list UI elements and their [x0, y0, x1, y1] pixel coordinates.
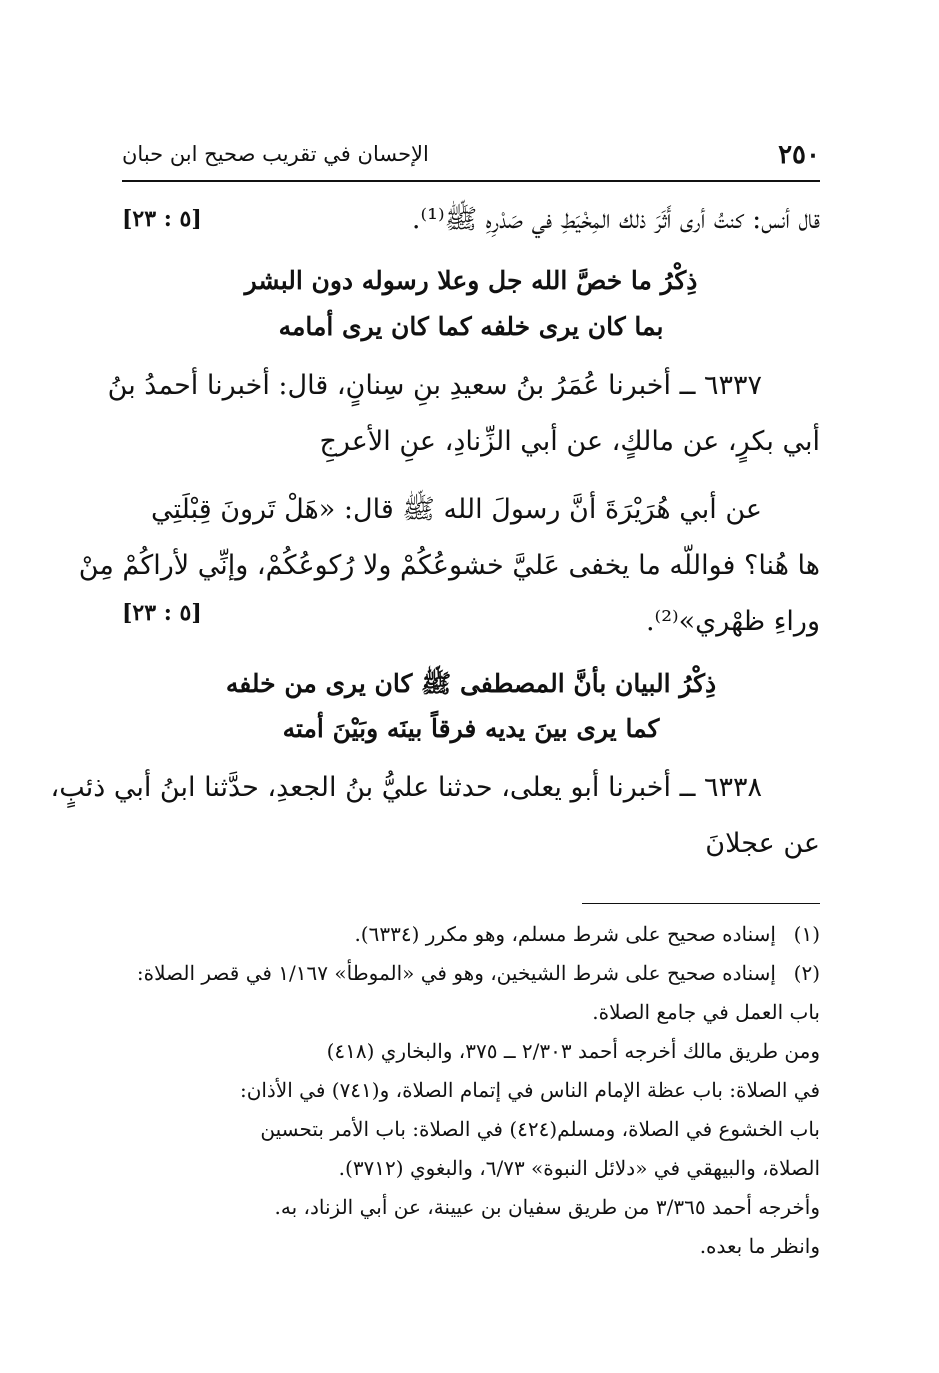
footnote-2-line7: وأخرجه أحمد ٣/٣٦٥ من طريق سفيان بن عيينة، عن أبي الزناد، به. — [274, 1195, 820, 1219]
footnote-2-line1 — [122, 961, 820, 985]
hadith-6338-line2: عن عجلانَ — [705, 828, 820, 859]
hadith-6338 — [50, 760, 820, 872]
footnote-2-line2: باب العمل في جامع الصلاة. — [592, 1000, 820, 1024]
section2-heading-line1: ذِكْرُ البيان بأنَّ المصطفى ﷺ كان يرى من خلفه — [225, 669, 717, 698]
hadith-6337-line1: ٦٣٣٧ ــ أخبرنا عُمَرُ بنُ سعيدِ بنِ سِنانٍ، قال: أخبرنا أحمدُ بنُ — [107, 370, 762, 401]
hadith-6337-line5: وراءِ ظهْري»⁽²⁾. — [645, 606, 820, 637]
hadith-6337 — [78, 358, 820, 650]
running-title: الإحسان في تقريب صحيح ابن حبان — [122, 142, 429, 166]
hadith-6337-reference: [٥ : ٢٣] — [122, 600, 202, 626]
footnote-2-line8: وانظر ما بعده. — [699, 1234, 820, 1258]
section1-heading-line1: ذِكْرُ ما خصَّ الله جل وعلا رسوله دون البشر — [244, 266, 698, 295]
hadith-6337-line3: عن أبي هُرَيْرَةَ أنَّ رسولَ الله ﷺ قال: «هَلْ تَرونَ قِبْلَتِي — [151, 494, 762, 525]
intro-paragraph — [122, 192, 820, 248]
footnote-2-line6: الصلاة، والبيهقي في «دلائل النبوة» ٦/٧٣، والبغوي (٣٧١٢). — [338, 1156, 820, 1180]
hadith-6337-line4: ها هُنا؟ فواللّه ما يخفى عَليَّ خشوعُكُمْ ولا رُكوعُكُمْ، وإنِّي لأراكُمْ مِنْ — [78, 550, 820, 581]
footnote-1-number: (١) — [793, 922, 820, 946]
page-number: ٢٥٠ — [778, 140, 820, 170]
intro-reference: [٥ : ٢٣] — [122, 206, 202, 232]
footnote-2-line3: ومن طريق مالك أخرجه أحمد ٢/٣٠٣ ــ ٣٧٥، والبخاري (٤١٨) — [326, 1039, 820, 1063]
section2-heading-line2: كما يرى بينَ يديه فرقاً بينَه وبَيْنَ أمته — [282, 714, 660, 743]
header-divider — [122, 180, 820, 182]
intro-line: قال أنس: كنتُ أرى أَثَرَ ذلك المِخْيَطِ في صَدْرِهِ ﷺ⁽¹⁾. — [411, 204, 820, 235]
footnote-1-text: إسناده صحيح على شرط مسلم، وهو مكرر (٦٣٣٤). — [354, 922, 776, 946]
section1-heading-line2: بما كان يرى خلفه كما كان يرى أمامه — [278, 312, 664, 341]
footnote-1 — [122, 922, 820, 946]
page-header — [122, 140, 820, 180]
footnote-divider — [582, 903, 820, 904]
hadith-6337-line2: أبي بكرٍ، عن مالكٍ، عن أبي الزِّنادِ، عنِ الأعرجِ — [319, 426, 820, 457]
footnote-2-text: إسناده صحيح على شرط الشيخين، وهو في «الموطأ» ١/١٦٧ في قصر الصلاة: — [136, 961, 776, 985]
footnote-2-line5: باب الخشوع في الصلاة، ومسلم(٤٢٤) في الصلاة: باب الأمر بتحسين — [260, 1117, 820, 1141]
footnote-2-number: (٢) — [793, 961, 820, 985]
hadith-6338-line1: ٦٣٣٨ ــ أخبرنا أبو يعلى، حدثنا عليُّ بنُ الجعدِ، حدَّثنا ابنُ أبي ذئبٍ، — [50, 772, 762, 803]
footnote-2-line4: في الصلاة: باب عظة الإمام الناس في إتمام الصلاة، و(٧٤١) في الأذان: — [239, 1078, 820, 1102]
